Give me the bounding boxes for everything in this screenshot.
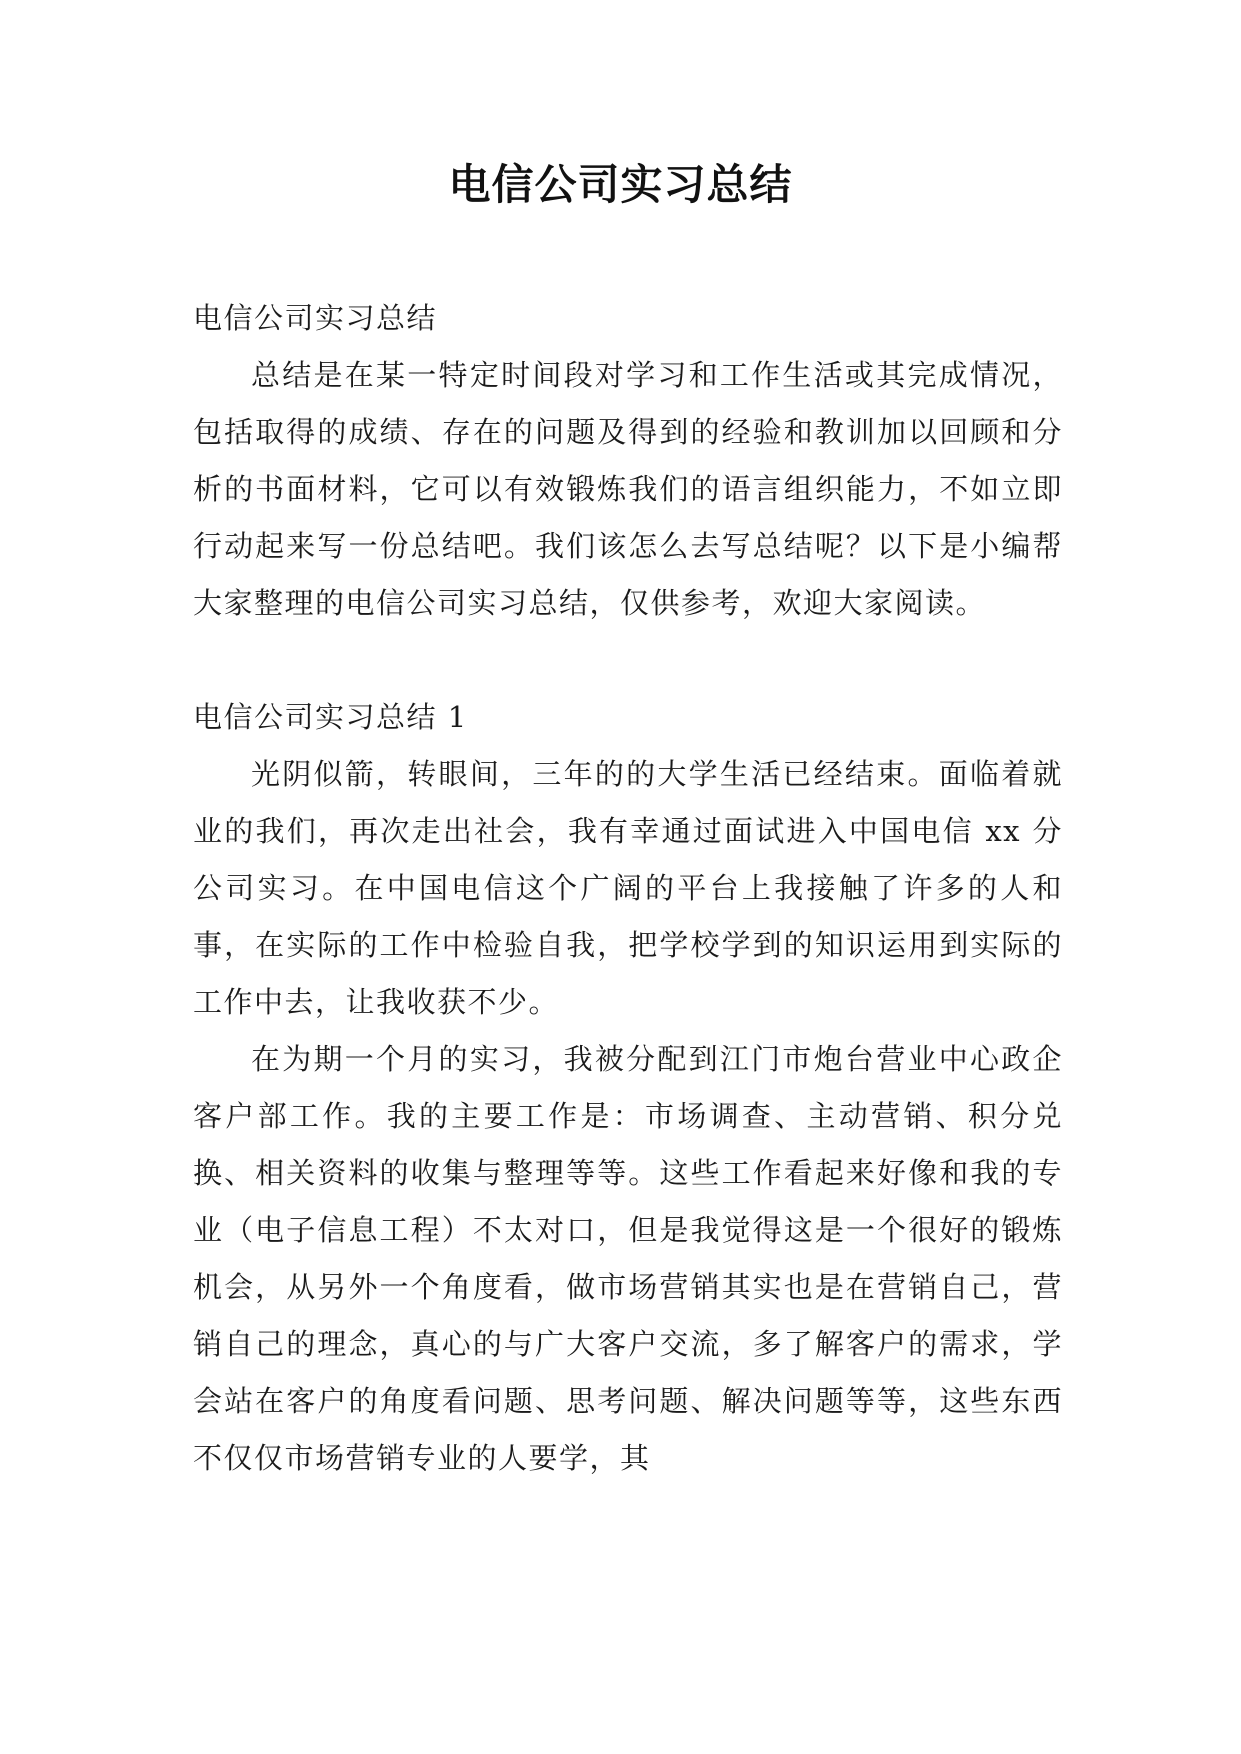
section-spacer bbox=[193, 632, 1063, 689]
section-1-heading: 电信公司实习总结 1 bbox=[193, 700, 468, 734]
section-1-paragraph-2: 在为期一个月的实习，我被分配到江门市炮台营业中心政企客户部工作。我的主要工作是：市场调查、主动营销、积分兑换、相关资料的收集与整理等等。这些工作看起来好像和我的专业（电子信息工程）不太对口，但是我觉得这是一个很好的锻炼机会，从另外一个角度看，做市场营销其实也是在营销自己，营销自己的理念，真心的与广大客户交流，多了解客户的需求，学会站在客户的角度看问题、思考问题、解决问题等等，这些东西不仅仅市场营销专业的人要学，其 bbox=[193, 1042, 1063, 1475]
section-1-paragraph-1: 光阴似箭，转眼间，三年的的大学生活已经结束。面临着就业的我们，再次走出社会，我有幸通过面试进入中国电信 xx 分公司实习。在中国电信这个广阔的平台上我接触了许多的人和事，在实际的工作中检验自我，把学校学到的知识运用到实际的工作中去，让我收获不少。 bbox=[193, 757, 1063, 1019]
document-body bbox=[193, 290, 1063, 1487]
document-title: 电信公司实习总结 bbox=[448, 160, 793, 209]
intro-paragraph: 总结是在某一特定时间段对学习和工作生活或其完成情况，包括取得的成绩、存在的问题及得到的经验和教训加以回顾和分析的书面材料，它可以有效锻炼我们的语言组织能力，不如立即行动起来写一份总结吧。我们该怎么去写总结呢？以下是小编帮大家整理的电信公司实习总结，仅供参考，欢迎大家阅读。 bbox=[193, 358, 1063, 620]
intro-heading: 电信公司实习总结 bbox=[193, 301, 438, 335]
